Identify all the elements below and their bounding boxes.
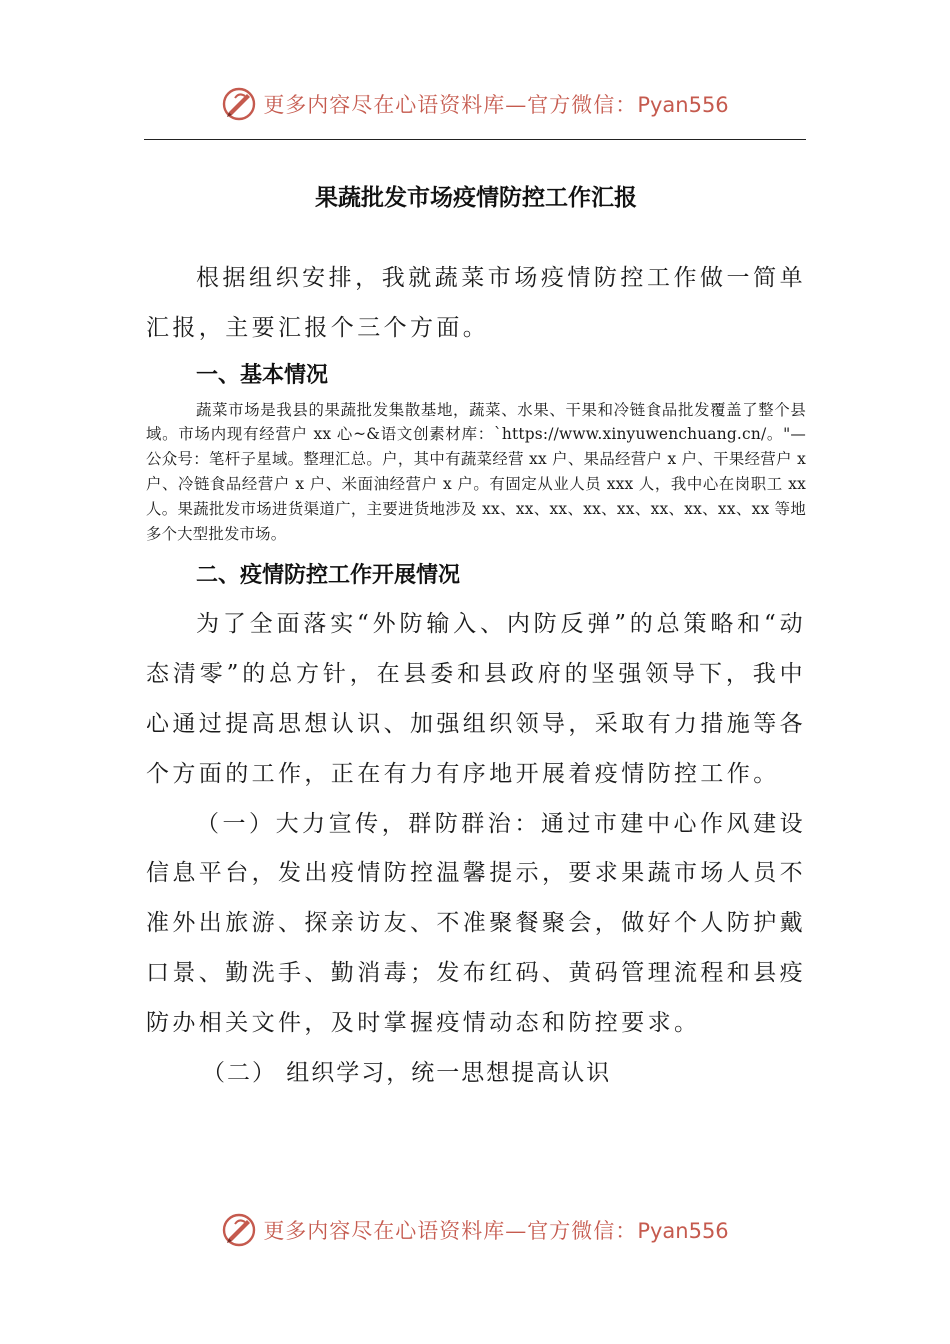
document-title: 果蔬批发市场疫情防控工作汇报 xyxy=(315,185,637,211)
header-banner-text: 更多内容尽在心语资料库—官方微信：Pyan556 xyxy=(263,93,729,117)
header-banner xyxy=(0,84,950,124)
wechat-id: Pyan556 xyxy=(637,1219,729,1243)
item1-paragraph: （一）大力宣传，群防群治：通过市建中心作风建设信息平台，发出疫情防控温馨提示，要求果蔬市场人员不准外出旅游、探亲访友、不准聚餐聚会，做好个人防护戴口景、勤洗手、勤消毒；发布红码、黄码管理流程和县疫防办相关文件，及时掌握疫情动态和防控要求。 xyxy=(146,810,806,1036)
document-body xyxy=(146,176,806,1098)
section2-heading: 二、疫情防控工作开展情况 xyxy=(196,563,461,589)
item2-heading: （二） 组织学习，统一思想提高认识 xyxy=(202,1059,612,1086)
section1-heading: 一、基本情况 xyxy=(196,362,329,388)
pen-logo-icon xyxy=(221,86,257,122)
footer-banner-text: 更多内容尽在心语资料库—官方微信：Pyan556 xyxy=(263,1219,729,1243)
section1-paragraph: 蔬菜市场是我县的果蔬批发集散基地，蔬菜、水果、干果和冷链食品批发覆盖了整个县域。市场内现有经营户 xx 心~&语文创素材库：`https://www.xinyuwenchuang.cn/。"—公众号：笔杆子星域。整理汇总。户，其中有蔬菜经营 xx 户、果品经营户 x 户、干果经营户 x 户、冷链食品经营户 x 户、米面油经营户 x 户。有固定从业人员 xxx 人，我中心在岗职工 xx 人。果蔬批发市场进货渠道广，主要进货地涉及 xx、xx、xx、xx、xx、xx、xx、xx、xx 等地多个大型批发市场。 xyxy=(146,400,806,543)
intro-paragraph: 根据组织安排，我就蔬菜市场疫情防控工作做一简单汇报，主要汇报个三个方面。 xyxy=(146,265,806,341)
section2-paragraph: 为了全面落实“外防输入、内防反弹”的总策略和“动态清零”的总方针，在县委和县政府的坚强领导下，我中心通过提高思想认识、加强组织领导，采取有力措施等各个方面的工作，正在有力有序地开展着疫情防控工作。 xyxy=(146,611,806,787)
pen-logo-icon xyxy=(221,1212,257,1248)
header-divider xyxy=(144,139,806,140)
footer-banner xyxy=(0,1210,950,1250)
wechat-id: Pyan556 xyxy=(637,93,729,117)
